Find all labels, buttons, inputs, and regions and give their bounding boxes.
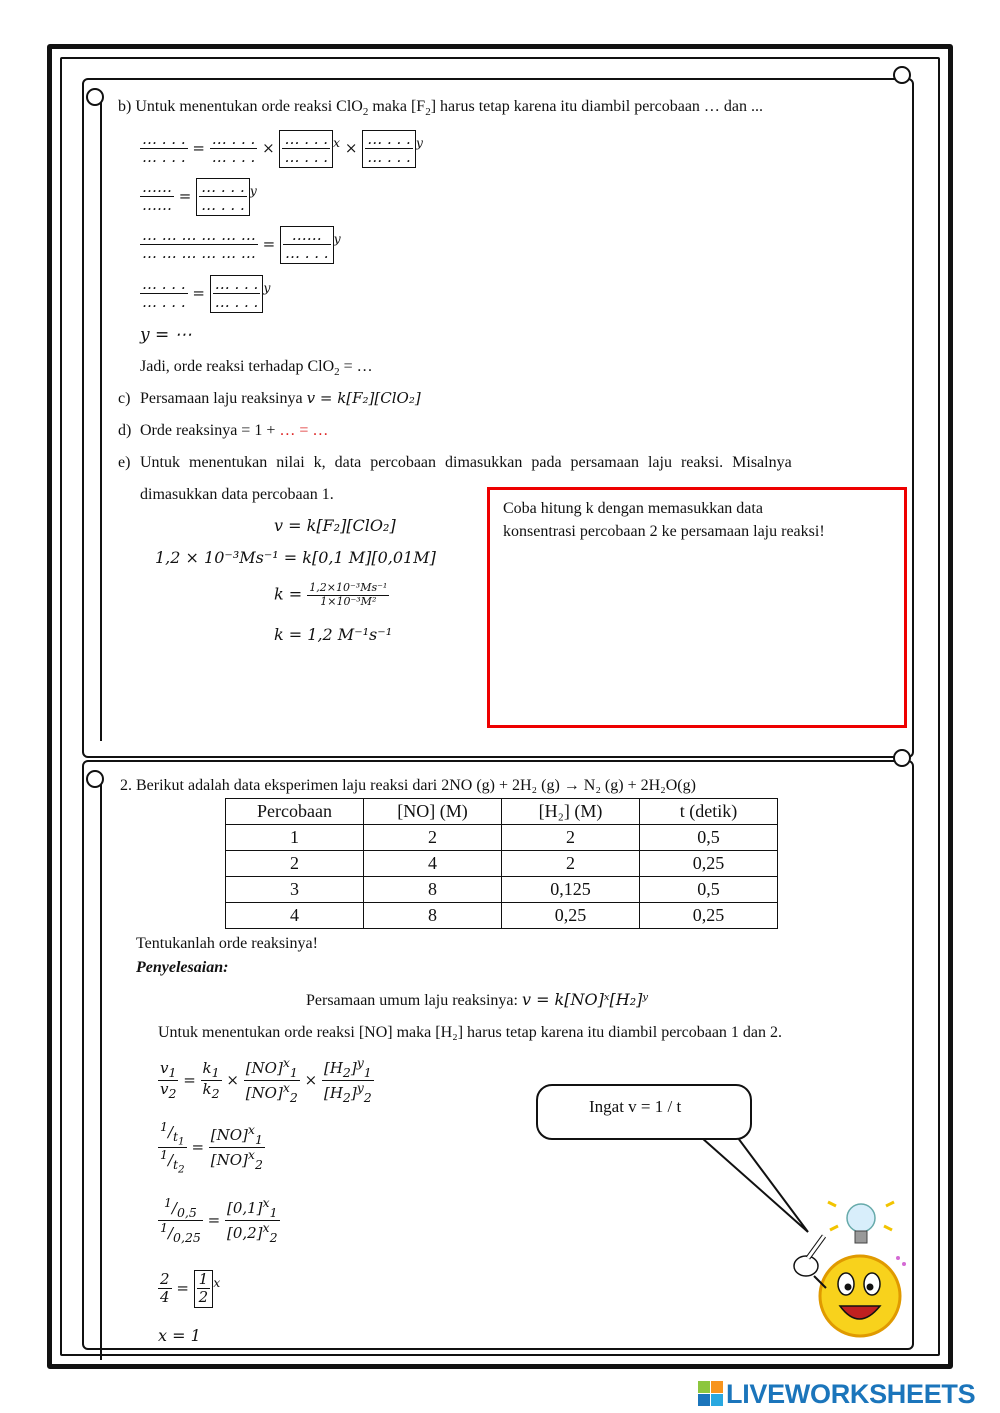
scroll-curl-icon: [86, 88, 104, 106]
part-b-conclusion: Jadi, orde reaksi terhadap ClO$_2$ = …: [140, 358, 373, 379]
table-cell: 0,5: [640, 877, 778, 903]
table-cell: 1: [226, 825, 364, 851]
general-rate-equation: Persamaan umum laju reaksinya: v = k[NO]ˣ[H₂]ʸ: [306, 990, 649, 1009]
liveworksheets-logo[interactable]: [698, 1379, 994, 1409]
ratio-equation-1: $\frac{v_1}{v_2}$ = $\frac{k_1}{k_2}$ × $\frac{[NO]^x_1}{[NO]^x_2}$ × $\frac{[H_2]^y_1}{[H_2]^y_2}$: [160, 1055, 372, 1106]
ratio-equation-4: $\frac{2}{4}$ = $\frac{1}{2}$ $^x$: [160, 1270, 221, 1307]
scroll-curl-icon: [893, 749, 911, 767]
liveworksheets-wordmark: LIVEWORKSHEETS: [726, 1379, 976, 1409]
table-row: [226, 851, 778, 877]
step-text: Untuk menentukan orde reaksi [NO] maka [H₂] harus tetap karena itu diambil percobaan 1 dan 2.: [158, 1024, 783, 1041]
table-header: t (detik): [640, 799, 778, 825]
task-box-line1: Coba hitung k dengan memasukkan data: [503, 500, 763, 517]
table-header-row: [226, 799, 778, 825]
part-b-equation-2: $\frac{\dots\dots}{\dots\dots}$ = $\frac{\dots . . .}{\dots . . .}$ $^y$: [142, 178, 257, 215]
part-b-equation-4: $\frac{\dots . . .}{\dots . . .}$ = $\frac{\dots . . .}{\dots . . .}$ $^y$: [142, 275, 271, 312]
part-b-y-result: y = ⋯: [140, 325, 192, 345]
scroll-rail-top: [100, 97, 102, 741]
part-b-equation-1: $\frac{\dots . . .}{\dots . . .}$ = $\frac{\dots . . .}{\dots . . .}$ × $\frac{\dots . . .}{\dots . . .}$ $^x$ × $\frac{\dots . . .}{\dots . . .}$ $^y$: [142, 130, 423, 167]
liveworksheets-logo-icon: [698, 1381, 724, 1407]
table-cell: 2: [226, 851, 364, 877]
part-e-text-line1: Untuk menentukan nilai k, data percobaan dimasukkan pada persamaan laju reaksi. Misalnya: [140, 454, 792, 471]
part-c-text: Persamaan laju reaksinya v = k[F₂][ClO₂]: [140, 389, 421, 407]
table-cell: 0,125: [502, 877, 640, 903]
question-2-prompt: 2. Berikut adalah data eksperimen laju reaksi dari 2NO (g) + 2H₂ (g) → N₂ (g) + 2H₂O(g): [120, 777, 696, 794]
part-e-eq-4: k = 1,2 M⁻¹s⁻¹: [274, 625, 393, 644]
part-e-label: e): [118, 454, 131, 471]
ratio-equation-3: $\frac{^1/_{0,5}}{^1/_{0,25}}$ = $\frac{[0,1]^x_1}{[0,2]^x_2}$: [160, 1195, 278, 1246]
table-cell: 0,25: [502, 903, 640, 929]
scroll-curl-icon: [86, 770, 104, 788]
question-2-instruction: Tentukanlah orde reaksinya!: [136, 935, 318, 952]
table-header: [NO] (M): [364, 799, 502, 825]
table-cell: 8: [364, 877, 502, 903]
table-cell: 0,25: [640, 851, 778, 877]
part-e-eq-3: k = $\frac{\text{1,2×10⁻³Ms⁻¹}}{\text{1×10⁻³M²}}$: [274, 581, 388, 608]
hint-text: Ingat v = 1 / t: [589, 1097, 682, 1116]
table-cell: 2: [502, 851, 640, 877]
x-result: x = 1: [158, 1326, 201, 1345]
table-cell: 2: [364, 825, 502, 851]
task-box-line2: konsentrasi percobaan 2 ke persamaan laju reaksi!: [503, 523, 825, 540]
table-cell: 4: [226, 903, 364, 929]
table-cell: 3: [226, 877, 364, 903]
part-b-equation-3: $\frac{\dots \dots \dots \dots \dots \dots}{\dots \dots \dots \dots \dots \dots}$ = $\frac{\dots\dots}{\dots . . .}$ $^y$: [142, 226, 341, 263]
table-row: [226, 903, 778, 929]
smiley-lightbulb-mascot-icon: [786, 1196, 910, 1342]
table-cell: 8: [364, 903, 502, 929]
table-cell: 0,25: [640, 903, 778, 929]
table-header: [H₂] (M): [502, 799, 640, 825]
part-e-eq-1: v = k[F₂][ClO₂]: [274, 516, 396, 535]
table-row: [226, 825, 778, 851]
part-c-label: c): [118, 390, 131, 407]
table-row: [226, 877, 778, 903]
ratio-equation-2: $\frac{^1/_{t_1}}{^1/_{t_2}}$ = $\frac{[NO]^x_1}{[NO]^x_2}$: [160, 1119, 263, 1176]
table-cell: 4: [364, 851, 502, 877]
table-cell: 2: [502, 825, 640, 851]
part-d-label: d): [118, 422, 132, 439]
part-e-eq-2: 1,2 × 10⁻³Ms⁻¹ = k[0,1 M][0,01M]: [155, 548, 436, 567]
experiment-data-table: [225, 798, 778, 929]
part-b-intro: b) Untuk menentukan orde reaksi ClO$_2$ maka $[F_2]$ harus tetap karena itu diambil percobaan … dan ...: [118, 98, 764, 119]
part-d-text: Orde reaksinya = 1 + … = …: [140, 422, 329, 439]
scroll-rail-bottom: [100, 778, 102, 1360]
part-e-text-line2: dimasukkan data percobaan 1.: [140, 486, 334, 503]
table-header: Percobaan: [226, 799, 364, 825]
solution-label: Penyelesaian:: [136, 959, 229, 976]
scroll-curl-icon: [893, 66, 911, 84]
table-cell: 0,5: [640, 825, 778, 851]
